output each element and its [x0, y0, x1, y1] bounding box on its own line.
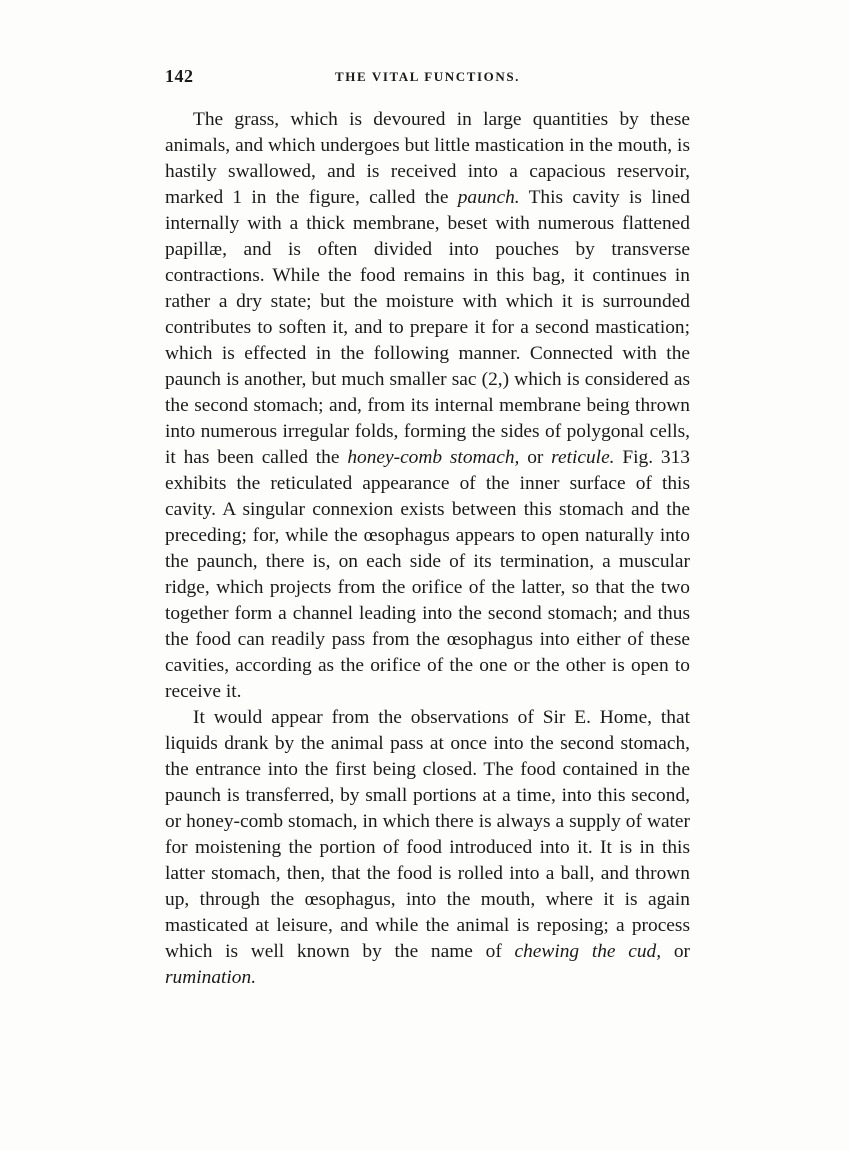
page-number: 142	[165, 66, 194, 86]
paragraph-1	[165, 107, 690, 705]
text-segment: Fig. 313 exhibits the reticulated appearance of the inner surface of this cavity. A singular connexion exists between this stomach and the preceding; for, while the œsophagus appears to open naturally into the paunch, there is, on each side of its termination, a muscular ridge, which projects from the orifice of the latter, so that the two together form a channel leading into the second stomach; and thus the food can readily pass from the œsophagus into either of these cavities, according as the orifice of the one or the other is open to receive it.	[165, 447, 690, 702]
italic-term-chewing-the-cud: chewing the cud,	[514, 941, 662, 962]
text-segment: or	[661, 941, 690, 962]
italic-term-paunch: paunch.	[457, 187, 520, 208]
italic-term-honey-comb-stomach: honey-comb stomach,	[347, 447, 520, 468]
text-segment: This cavity is lined internally with a thick membrane, beset with numerous flattened papillæ, and is often divided into pouches by transverse contractions. While the food remains in this bag, it continues in rather a dry state; but the moisture with which it is surrounded contributes to soften it, and to prepare it for a second mastication; which is effected in the following manner. Connected with the paunch is another, but much smaller sac (2,) which is considered as the second stomach; and, from its internal membrane being thrown into numerous irregular folds, forming the sides of polygonal cells, it has been called the	[165, 187, 690, 468]
italic-term-reticule: reticule.	[551, 447, 615, 468]
body-text	[165, 107, 690, 991]
italic-term-rumination: rumination.	[165, 967, 257, 988]
text-segment: or	[519, 447, 552, 468]
paragraph-2	[165, 705, 690, 991]
page-header	[165, 66, 690, 96]
text-segment: It would appear from the observations of Sir E. Home, that liquids drank by the animal pass at once into the second stomach, the entrance into the first being closed. The food contained in the paunch is transferred, by small portions at a time, into this second, or honey-comb stomach, in which there is always a supply of water for moistening the portion of food introduced into it. It is in this latter stomach, then, that the food is rolled into a ball, and thrown up, through the œsophagus, into the mouth, where it is again masticated at leisure, and while the animal is reposing; a process which is well known by the name of	[165, 707, 690, 962]
text-segment: The grass, which is devoured in large quantities by these animals, and which undergoes but little mastication in the mouth, is hastily swallowed, and is received into a capacious reservoir, marked 1 in the figure, called the	[165, 109, 690, 208]
running-head: THE VITAL FUNCTIONS.	[334, 69, 521, 84]
